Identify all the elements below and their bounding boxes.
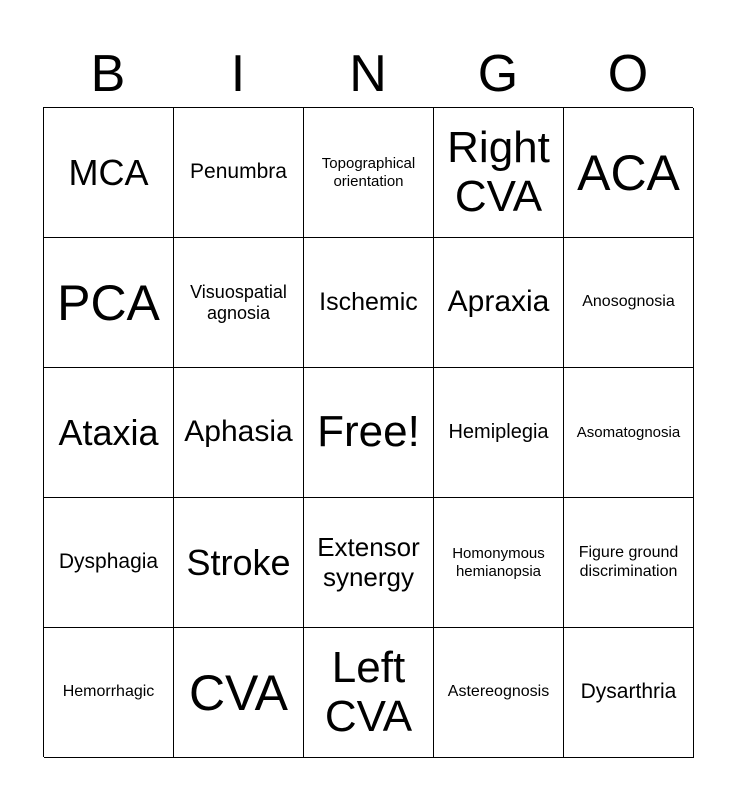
bingo-cell-r2-c1[interactable] <box>44 238 174 368</box>
cell-label: ACA <box>577 144 680 201</box>
cell-label: Apraxia <box>447 285 550 319</box>
bingo-cell-r4-c5[interactable] <box>564 498 694 628</box>
bingo-header <box>43 40 693 108</box>
cell-label: Figure ground discrimination <box>578 544 679 580</box>
cell-label: Ataxia <box>58 411 159 453</box>
bingo-cell-r1-c5[interactable] <box>564 108 694 238</box>
cell-label: Dysarthria <box>580 680 677 704</box>
cell-label: Astereognosis <box>447 683 550 701</box>
bingo-cell-r1-c1[interactable] <box>44 108 174 238</box>
cell-label: Penumbra <box>190 160 287 184</box>
header-letter-n: N <box>349 45 387 103</box>
bingo-cell-r3-c5[interactable] <box>564 368 694 498</box>
bingo-cell-r3-c3-free[interactable] <box>304 368 434 498</box>
bingo-board <box>43 107 693 757</box>
cell-label: Homonymous hemianopsia <box>452 545 545 580</box>
bingo-cell-r1-c3[interactable] <box>304 108 434 238</box>
cell-label: Anosognosia <box>582 293 675 311</box>
bingo-cell-r5-c4[interactable] <box>434 628 564 758</box>
cell-label: Ischemic <box>319 288 418 317</box>
bingo-cell-r2-c5[interactable] <box>564 238 694 368</box>
cell-label: CVA <box>188 664 289 721</box>
cell-label: Hemorrhagic <box>62 683 155 701</box>
bingo-cell-r3-c4[interactable] <box>434 368 564 498</box>
bingo-cell-r5-c5[interactable] <box>564 628 694 758</box>
cell-label: Asomatognosia <box>576 423 681 441</box>
bingo-cell-r3-c2[interactable] <box>174 368 304 498</box>
bingo-cell-r5-c2[interactable] <box>174 628 304 758</box>
header-letter-o: O <box>607 45 649 103</box>
bingo-cell-r2-c4[interactable] <box>434 238 564 368</box>
header-letter-g: G <box>477 45 519 103</box>
bingo-cell-r4-c3[interactable] <box>304 498 434 628</box>
cell-label: Right CVA <box>447 123 550 221</box>
cell-label: Hemiplegia <box>448 421 549 443</box>
bingo-cell-r1-c4[interactable] <box>434 108 564 238</box>
bingo-cell-r2-c3[interactable] <box>304 238 434 368</box>
header-letter-b: B <box>90 45 126 103</box>
bingo-cell-r1-c2[interactable] <box>174 108 304 238</box>
cell-label: MCA <box>68 151 149 193</box>
cell-label: Topographical orientation <box>321 155 416 190</box>
cell-label: Left CVA <box>324 643 413 741</box>
cell-label: PCA <box>57 274 160 331</box>
cell-label: Stroke <box>186 541 291 583</box>
bingo-cell-r5-c3[interactable] <box>304 628 434 758</box>
bingo-cell-r4-c1[interactable] <box>44 498 174 628</box>
bingo-cell-r4-c2[interactable] <box>174 498 304 628</box>
header-letter-i: I <box>230 45 246 103</box>
bingo-cell-r2-c2[interactable] <box>174 238 304 368</box>
cell-label: Extensor synergy <box>317 531 420 592</box>
bingo-cell-r3-c1[interactable] <box>44 368 174 498</box>
cell-label: Free! <box>317 407 420 457</box>
cell-label: Dysphagia <box>58 550 159 574</box>
cell-label: Aphasia <box>184 415 293 449</box>
bingo-cell-r5-c1[interactable] <box>44 628 174 758</box>
cell-label: Visuospatial agnosia <box>190 281 287 323</box>
bingo-cell-r4-c4[interactable] <box>434 498 564 628</box>
